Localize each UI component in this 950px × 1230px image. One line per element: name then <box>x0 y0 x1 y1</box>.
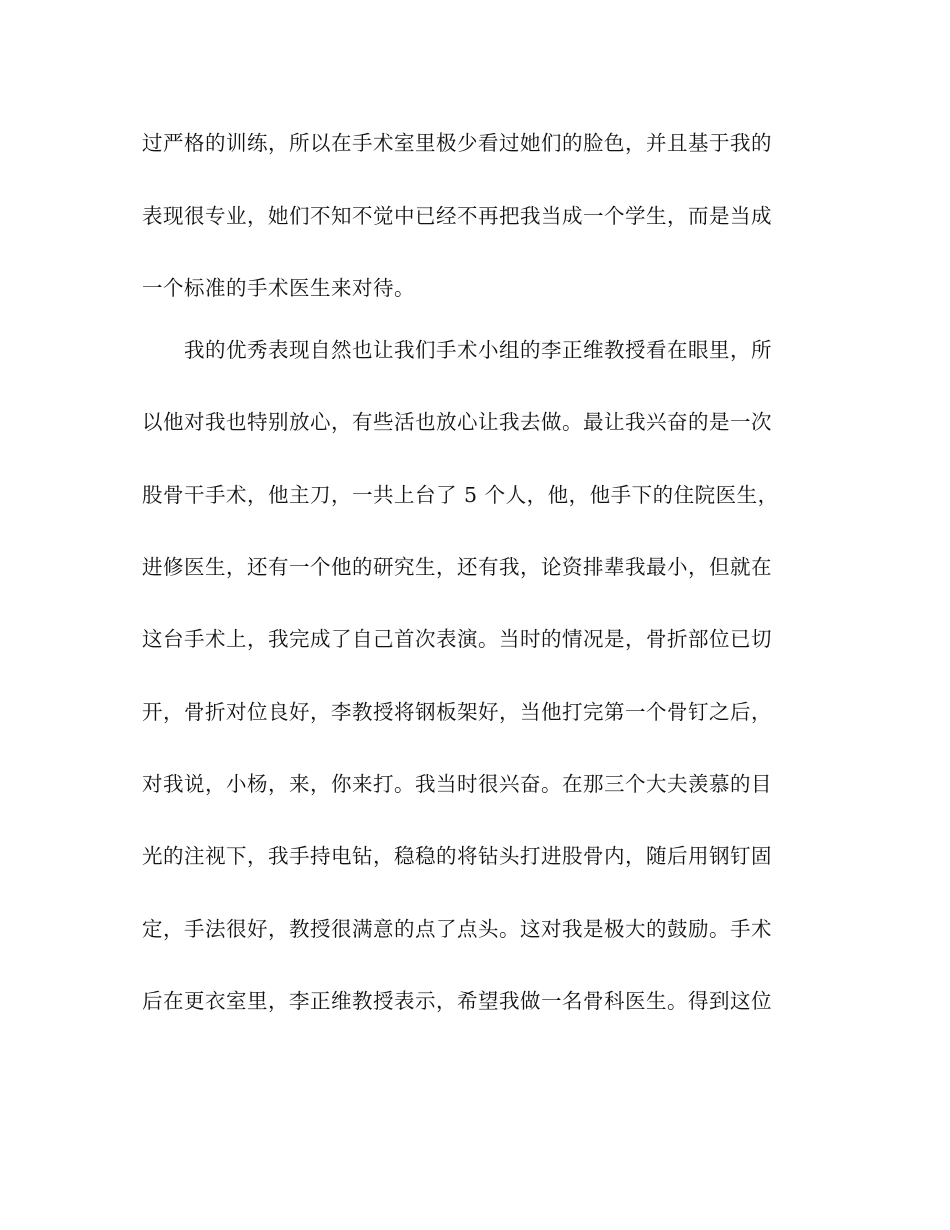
text-line: 后在更衣室里，李正维教授表示，希望我做一名骨科医生。得到这位 <box>142 989 772 1013</box>
text-line: 过严格的训练，所以在手术室里极少看过她们的脸色，并且基于我的 <box>142 131 772 155</box>
paragraph-first-line: 我的优秀表现自然也让我们手术小组的李正维教授看在眼里，所 <box>184 338 772 362</box>
text-line: 以他对我也特别放心，有些活也放心让我去做。最让我兴奋的是一次 <box>142 410 772 434</box>
text-line: 对我说，小杨，来，你来打。我当时很兴奋。在那三个大夫羡慕的目 <box>142 772 772 796</box>
text-line: 这台手术上，我完成了自己首次表演。当时的情况是，骨折部位已切 <box>142 627 772 651</box>
text-line: 进修医生，还有一个他的研究生，还有我，论资排辈我最小，但就在 <box>142 555 772 579</box>
text-line: 光的注视下，我手持电钻，稳稳的将钻头打进股骨内，随后用钢钉固 <box>142 844 772 868</box>
text-line: 定，手法很好，教授很满意的点了点头。这对我是极大的鼓励。手术 <box>142 917 772 941</box>
text-line: 一个标准的手术医生来对待。 <box>142 276 415 300</box>
text-line: 股骨干手术，他主刀，一共上台了 5 个人，他，他手下的住院医生， <box>142 483 779 507</box>
text-line: 表现很专业，她们不知不觉中已经不再把我当成一个学生，而是当成 <box>142 204 772 228</box>
text-line: 开，骨折对位良好，李教授将钢板架好，当他打完第一个骨钉之后， <box>142 700 772 724</box>
